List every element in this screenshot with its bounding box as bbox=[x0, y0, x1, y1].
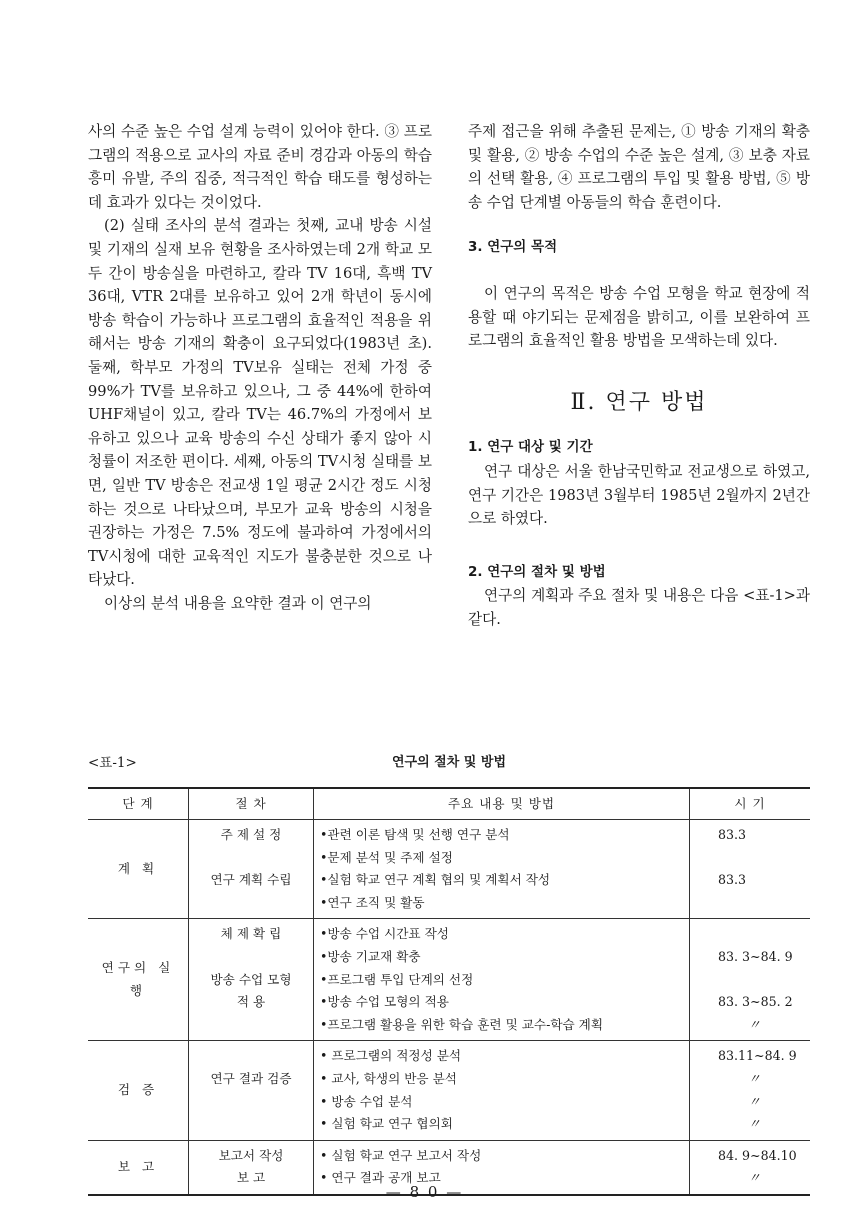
subsection-1-heading: 1. 연구 대상 및 기간 bbox=[468, 439, 593, 456]
period-cell-line: 83.3 bbox=[718, 827, 747, 842]
period-cell-line bbox=[696, 923, 804, 946]
content-cell-line: •프로그램 투입 단계의 선정 bbox=[320, 971, 474, 987]
procedure-cell-line bbox=[195, 946, 307, 969]
content-cell-line: •방송 기교재 확충 bbox=[320, 948, 421, 964]
period-cell-line: 83. 3~85. 2 bbox=[718, 994, 793, 1010]
header-procedure: 절 차 bbox=[189, 788, 314, 820]
period-cell-line bbox=[696, 892, 804, 915]
subsection-1-paragraph: 연구 대상은 서울 한남국민학교 전교생으로 하였고, 연구 기간은 1983년 3월부터 1985년 2월까지 2년간으로 하였다. bbox=[468, 462, 810, 528]
procedure-cell-line: 보고서 작성 bbox=[218, 1147, 284, 1163]
procedure-cell-line: 적 용 bbox=[236, 994, 266, 1010]
header-content: 주요 내용 및 방법 bbox=[314, 788, 690, 820]
stage-cell: 검 증 bbox=[88, 1041, 189, 1140]
content-cell-line: •관련 이론 탐색 및 선행 연구 분석 bbox=[320, 827, 510, 842]
header-period: 시 기 bbox=[690, 788, 811, 820]
left-paragraph-1: 사의 수준 높은 수업 설계 능력이 있어야 한다. ③ 프로그램의 적용으로 교사의 자료 준비 경감과 아동의 학습 흥미 유발, 주의 집중, 적극적인 학습 태도를 형성하는데 효과가 있다는 것이었다. bbox=[88, 123, 432, 211]
content-cell-line: • 연구 결과 공개 보고 bbox=[320, 1170, 441, 1186]
content-cell-line: •프로그램 활용을 위한 학습 훈련 및 교수-학습 계획 bbox=[320, 1016, 604, 1032]
procedure-cell bbox=[189, 1041, 314, 1140]
table-body bbox=[88, 820, 810, 1195]
section-3-paragraph: 이 연구의 목적은 방송 수업 모형을 학교 현장에 적용할 때 야기되는 문제점을 밝히고, 이를 보완하여 프로그램의 효율적인 활용 방법을 모색하는데 있다. bbox=[468, 284, 810, 350]
period-cell-line: 〃 bbox=[748, 1016, 761, 1032]
period-cell bbox=[690, 1041, 811, 1140]
stage-cell: 연구의 실행 bbox=[88, 919, 189, 1041]
procedure-cell-line: 보 고 bbox=[236, 1170, 266, 1186]
table-row bbox=[88, 919, 810, 1041]
procedure-cell-line: 체 제 확 립 bbox=[220, 926, 282, 942]
content-cell bbox=[314, 919, 690, 1041]
content-cell-line: •방송 수업 모형의 적용 bbox=[320, 994, 449, 1010]
content-cell bbox=[314, 820, 690, 919]
period-cell-line: 〃 bbox=[748, 1070, 761, 1086]
procedure-cell-line: 연구 계획 수립 bbox=[210, 872, 292, 888]
stage-cell: 보 고 bbox=[88, 1140, 189, 1195]
content-cell-line: •실험 학교 연구 계획 협의 및 계획서 작성 bbox=[320, 872, 551, 888]
content-cell-line: • 실험 학교 연구 보고서 작성 bbox=[320, 1147, 482, 1163]
procedure-cell-line bbox=[195, 847, 307, 870]
table-title: 연구의 절차 및 방법 bbox=[391, 755, 507, 770]
content-cell-line: •연구 조직 및 활동 bbox=[320, 894, 425, 910]
procedure-cell-line: 연구 결과 검증 bbox=[210, 1070, 292, 1086]
procedure-cell-line: 주 제 설 정 bbox=[220, 827, 282, 842]
period-cell bbox=[690, 820, 811, 919]
content-cell-line: •방송 수업 시간표 작성 bbox=[320, 926, 449, 942]
procedure-cell bbox=[189, 919, 314, 1041]
procedure-cell bbox=[189, 820, 314, 919]
procedure-cell-line: 방송 수업 모형 bbox=[210, 971, 292, 987]
subsection-2-heading: 2. 연구의 절차 및 방법 bbox=[468, 563, 606, 580]
period-cell-line: 83. 3~84. 9 bbox=[718, 948, 793, 964]
period-cell-line bbox=[696, 969, 804, 992]
procedure-cell-line bbox=[195, 1045, 307, 1068]
right-intro-paragraph: 주제 접근을 위해 추출된 문제는, ① 방송 기재의 확충 및 활용, ② 방송 수업의 수준 높은 설계, ③ 보충 자료의 선택 활용, ④ 프로그램의 투입 및 활용 방법, ⑤ 방송 수업 단계별 아동들의 학습 훈련이다. bbox=[468, 123, 810, 211]
content-cell-line: • 실험 학교 연구 협의회 bbox=[320, 1116, 453, 1132]
left-column bbox=[88, 120, 432, 615]
procedure-cell-line bbox=[195, 892, 307, 915]
chapter-heading: Ⅱ. 연구 방법 bbox=[570, 389, 708, 415]
period-cell-line: 84. 9~84.10 bbox=[718, 1147, 797, 1163]
period-cell bbox=[690, 919, 811, 1041]
table-caption bbox=[88, 751, 810, 771]
left-paragraph-3: 이상의 분석 내용을 요약한 결과 이 연구의 bbox=[104, 594, 372, 612]
content-cell-line: • 프로그램의 적정성 분석 bbox=[320, 1048, 462, 1064]
subsection-2-paragraph: 연구의 계획과 주요 절차 및 내용은 다음 <표-1>과 같다. bbox=[468, 587, 810, 628]
procedure-table bbox=[88, 787, 810, 1196]
procedure-cell-line bbox=[195, 1113, 307, 1136]
content-cell-line: • 방송 수업 분석 bbox=[320, 1093, 413, 1109]
right-column bbox=[468, 120, 810, 632]
table-row bbox=[88, 1041, 810, 1140]
content-cell bbox=[314, 1041, 690, 1140]
table-row bbox=[88, 820, 810, 919]
period-cell-line: 〃 bbox=[748, 1116, 761, 1132]
period-cell-line bbox=[696, 847, 804, 870]
period-cell-line: 〃 bbox=[748, 1093, 761, 1109]
content-cell-line: • 교사, 학생의 반응 분석 bbox=[320, 1070, 457, 1086]
table-header-row bbox=[88, 788, 810, 820]
period-cell-line: 〃 bbox=[748, 1170, 761, 1186]
left-paragraph-2: (2) 실태 조사의 분석 결과는 첫째, 교내 방송 시설 및 기재의 실재 보유 현황을 조사하였는데 2개 학교 모두 간이 방송실을 마련하고, 칼라 TV 16대, 흑백 TV 36대, VTR 2대를 보유하고 있어 2개 학년이 동시에 방송 학습이 가능하나 프로그램의 효율적인 적용을 위해서는 방송 기재의 확충이 요구되었다(1983년 초). 둘째, 학부모 가정의 TV보유 실태는 전체 가정 중 99%가 TV를 보유하고 있으나, 그 중 44%에 한하여 UHF채널이 있고, 칼라 TV는 46.7%의 가정에서 보유하고 있으나 교육 방송의 수신 상태가 좋지 않아 시청률이 저조한 편이다. 세째, 아동의 TV시청 실태를 보면, 일반 TV 방송은 전교생 1일 평균 2시간 정도 시청하는 것으로 나타났으며, 부모가 교육 방송의 시청을 권장하는 가정은 7.5% 정도에 불과하여 가정에서의 TV시청에 대한 교육적인 지도가 불충분한 것으로 나타났다. bbox=[88, 217, 432, 589]
period-cell-line: 83.11~84. 9 bbox=[718, 1048, 797, 1064]
page-number: — 8 0 — bbox=[385, 1183, 464, 1201]
content-cell-line: •문제 분석 및 주제 설정 bbox=[320, 849, 453, 865]
stage-cell: 계 획 bbox=[117, 860, 159, 876]
period-cell-line: 83.3 bbox=[718, 872, 747, 888]
procedure-cell-line bbox=[195, 1091, 307, 1114]
procedure-cell-line bbox=[195, 1014, 307, 1037]
table-label: <표-1> bbox=[88, 755, 137, 771]
header-stage: 단 계 bbox=[88, 788, 189, 820]
section-3-heading: 3. 연구의 목적 bbox=[468, 239, 558, 256]
